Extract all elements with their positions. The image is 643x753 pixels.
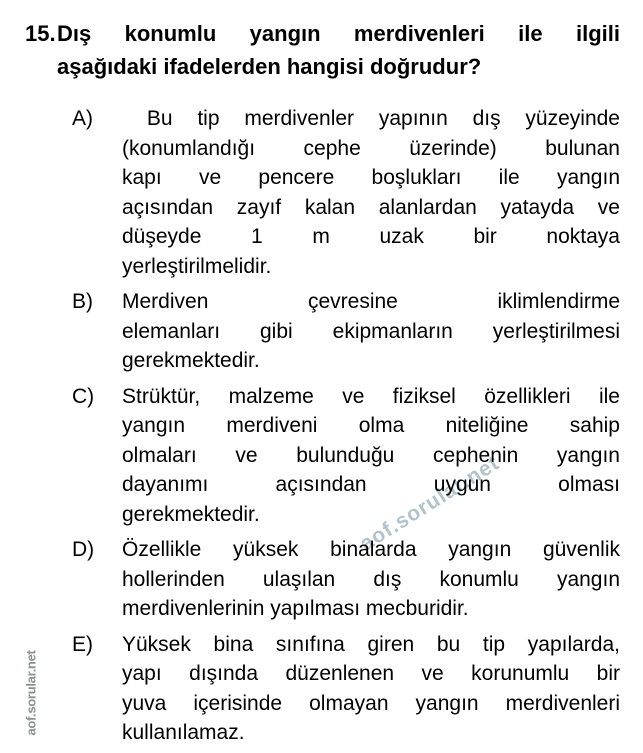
option-text-line: kullanılamaz. [122,721,245,744]
option-a [72,104,620,281]
option-letter: E) [72,632,93,656]
option-text-line: gerekmektedir. [122,502,260,526]
option-text-line: Bu tip merdivenler yapının dış yüzeyinde [122,107,620,130]
option-e [72,630,620,748]
option-text-line: yapı dışında düzenlenen ve korunumlu bir [122,662,620,685]
option-text-line: hollerinden ulaşılan dış konumlu yangın [122,567,620,591]
watermark-vertical: aof.sorular.net [23,650,39,736]
option-text [122,382,620,530]
option-text-line: Yüksek bina sınıfına giren bu tip yapılarda, [122,632,620,656]
question-text [57,17,620,83]
option-text-line: elemanları gibi ekipmanların yerleştirilmesi [122,319,620,343]
question-line: Dış konumlu yangın merdivenleri ile ilgili [57,21,620,46]
option-text-line: düşeyde 1 m uzak bir noktaya [122,225,620,248]
option-c [72,382,620,530]
option-letter: D) [72,538,95,561]
option-text-line: dayanımı açısından uygun olması [122,473,620,496]
option-text-line: Özellikle yüksek binalarda yangın güvenlik [122,538,620,561]
option-text-line: gerekmektedir. [122,349,260,372]
option-text [122,630,620,748]
option-text-line: açısından zayıf kalan alanlardan yatayda ve [122,195,620,219]
option-letter: A) [72,107,93,130]
option-text [122,287,620,376]
option-letter: C) [72,384,95,408]
option-text-line: olmaları ve bulunduğu cephenin yangın [122,443,620,467]
option-text-line: yuva içerisinde olmayan yangın merdivenleri [122,691,620,715]
watermark-diagonal: aof.sorular.net [355,451,504,556]
option-text-line: yerleştirilmelidir. [122,254,272,278]
option-text-line: Strüktür, malzeme ve fiziksel özellikleri ile [122,384,620,408]
option-text-line: Merdiven çevresine iklimlendirme [122,290,620,313]
question-number: 15. [25,21,56,46]
option-d [72,535,620,624]
option-text-line: (konumlandığı cephe üzerinde) bulunan [122,136,620,160]
option-text-line: yangın merdiveni olma niteliğine sahip [122,414,620,437]
option-text [122,104,620,281]
option-letter: B) [72,290,93,313]
option-text-line: merdivenlerinin yapılması mecburidir. [122,597,469,620]
option-text [122,535,620,624]
options-list [72,104,620,748]
option-b [72,287,620,376]
option-text-line: kapı ve pencere boşlukları ile yangın [122,166,620,189]
question-block [25,17,620,83]
question-line: aşağıdaki ifadelerden hangisi doğrudur? [57,54,482,79]
